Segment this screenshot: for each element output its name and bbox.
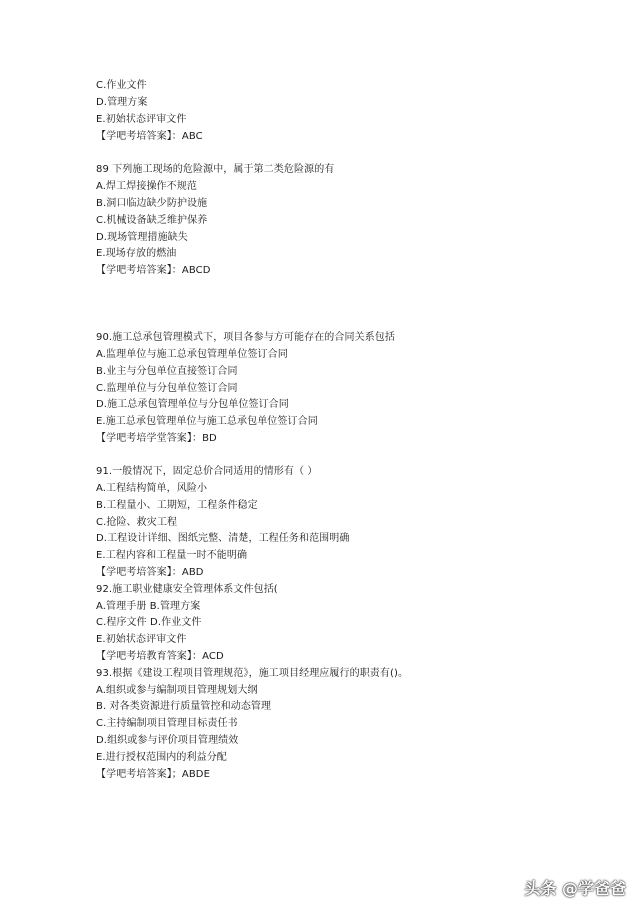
text-line: A.工程结构简单，风险小 xyxy=(96,483,208,494)
text-line: C.监理单位与分包单位签订合同 xyxy=(96,383,238,394)
text-line: D.组织或参与评价项目管理绩效 xyxy=(96,735,239,746)
text-line: A.监理单位与施工总承包管理单位签订合同 xyxy=(96,349,288,360)
answer-line: 【学吧考培答案】：ABD xyxy=(96,567,204,578)
answer-line: 【学吧考培答案】：ABCD xyxy=(96,265,211,276)
text-line: B.工程量小、工期短，工程条件稳定 xyxy=(96,500,258,511)
text-line: D.管理方案 xyxy=(96,97,148,108)
text-line: E.工程内容和工程量一时不能明确 xyxy=(96,550,248,561)
question-93: 93.根据《建设工程项目管理规范》，施工项目经理应履行的职责有()。 xyxy=(96,668,409,679)
text-line: B.业主与分包单位直接签订合同 xyxy=(96,366,238,377)
text-line: A.组织或参与编制项目管理规划大纲 xyxy=(96,685,258,696)
answer-line: 【学吧考培教育答案】：ACD xyxy=(96,651,224,662)
answer-line: 【学吧考培答案】：ABC xyxy=(96,131,203,142)
question-91: 91.一般情况下，固定总价合同适用的情形有（ ） xyxy=(96,466,318,477)
answer-line: 【学吧考培答案】；ABDE xyxy=(96,769,211,780)
text-line: C.程序文件 D.作业文件 xyxy=(96,617,202,628)
text-line: C.机械设备缺乏维护保养 xyxy=(96,215,208,226)
text-line: E.进行授权范围内的利益分配 xyxy=(96,752,227,763)
text-line: D.现场管理措施缺失 xyxy=(96,232,188,243)
text-line: D.施工总承包管理单位与分包单位签订合同 xyxy=(96,399,289,410)
text-line: C.主持编制项目管理目标责任书 xyxy=(96,718,238,729)
text-line: C.作业文件 xyxy=(96,80,147,91)
question-90: 90.施工总承包管理模式下，项目各参与方可能存在的合同关系包括 xyxy=(96,332,396,343)
text-line: E.初始状态评审文件 xyxy=(96,634,187,645)
watermark-text: 头条 @学爸爸 xyxy=(524,879,626,898)
text-line: E.初始状态评审文件 xyxy=(96,114,187,125)
text-line: A.焊工焊接操作不规范 xyxy=(96,181,197,192)
text-line: A.管理手册 B.管理方案 xyxy=(96,601,201,612)
question-92: 92.施工职业健康安全管理体系文件包括( xyxy=(96,584,278,595)
watermark xyxy=(524,876,626,899)
text-line: E.施工总承包管理单位与施工总承包单位签订合同 xyxy=(96,416,318,427)
question-89: 89 下列施工现场的危险源中，属于第二类危险源的有 xyxy=(96,164,335,175)
text-line: B. 对各类资源进行质量管控和动态管理 xyxy=(96,701,272,712)
text-line: C.抢险、救灾工程 xyxy=(96,517,178,528)
text-line: E.现场存放的燃油 xyxy=(96,248,177,259)
answer-line: 【学吧考培学堂答案】：BD xyxy=(96,433,217,444)
text-line: B.洞口临边缺少防护设施 xyxy=(96,198,208,209)
text-line: D.工程设计详细、图纸完整、清楚，工程任务和范围明确 xyxy=(96,533,350,544)
